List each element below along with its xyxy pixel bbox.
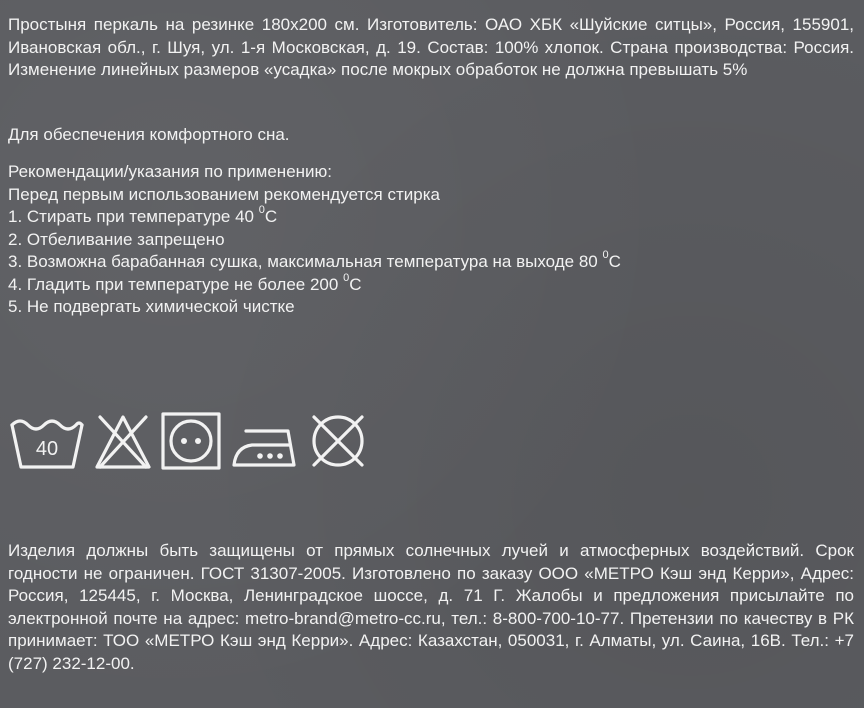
storage-and-distributor-paragraph: Изделия должны быть защищены от прямых солнечных лучей и атмосферных воздействий. Срок годности не ограничен. ГОСТ 31307-2005. Изготовлено по заказу ООО «МЕТРО Кэш энд Керри», Адрес: Россия, 125445, г. Москва, Ленинградское шоссе, д. 71 Г. Жалобы и предложения присылайте по электронной почте на адрес: metro-brand@metro-cc.ru, тел.: 8-800-700-10-77. Претензии по качеству в РК принимает: ТОО «МЕТРО Кэш энд Керри». Адрес: Казахстан, 050031, г. Алматы, ул. Саина, 16В. Тел.: +7 (727) 232-12-00.	[8, 541, 854, 673]
instruction-item-bleach	[8, 229, 854, 252]
degree-sign: 0	[343, 271, 350, 284]
temperature-unit: С	[349, 274, 362, 294]
instruction-item-iron	[8, 271, 854, 297]
temperature-unit: С	[608, 252, 621, 271]
no-dry-clean-icon	[308, 411, 368, 471]
purpose-paragraph: Для обеспечения комфортного сна.	[8, 125, 290, 144]
product-info-paragraph: Простыня перкаль на резинке 180x200 см. Изготовитель: ОАО ХБК «Шуйские ситцы», Россия, 155901, Ивановская обл., г. Шуя, ул. 1-я Московская, д. 19. Состав: 100% хлопок. Страна производства: Россия. Изменение линейных размеров «усадка» после мокрых обработок не должна превышать 5%	[8, 15, 854, 79]
wash-tub-icon	[8, 411, 86, 471]
instructions-heading: Рекомендации/указания по применению:	[8, 162, 333, 181]
care-symbols-row	[8, 410, 376, 472]
instruction-text: 3. Возможна барабанная сушка, максимальная температура на выходе 80	[8, 252, 603, 271]
iron-two-dots-icon	[230, 411, 300, 471]
no-bleach-icon	[94, 411, 152, 471]
usage-instructions	[8, 161, 854, 319]
temperature-unit: С	[264, 207, 278, 226]
instruction-text: 1. Стирать при температуре 40	[8, 207, 259, 226]
instruction-item-wash	[8, 206, 854, 229]
instructions-intro: Перед первым использованием рекомендуется стирка	[8, 184, 440, 204]
instruction-text: 5. Не подвергать химической чистке	[8, 297, 295, 316]
instruction-item-dry	[8, 251, 854, 274]
instruction-text: 4. Гладить при температуре не более 200	[8, 274, 344, 294]
instruction-item-dry-clean	[8, 296, 854, 319]
wash-temperature-label: 40	[35, 438, 59, 460]
tumble-dry-two-dots-icon	[160, 411, 222, 471]
degree-sign: 0	[602, 249, 609, 262]
instruction-text: 2. Отбеливание запрещено	[8, 229, 225, 249]
degree-sign: 0	[258, 204, 265, 217]
